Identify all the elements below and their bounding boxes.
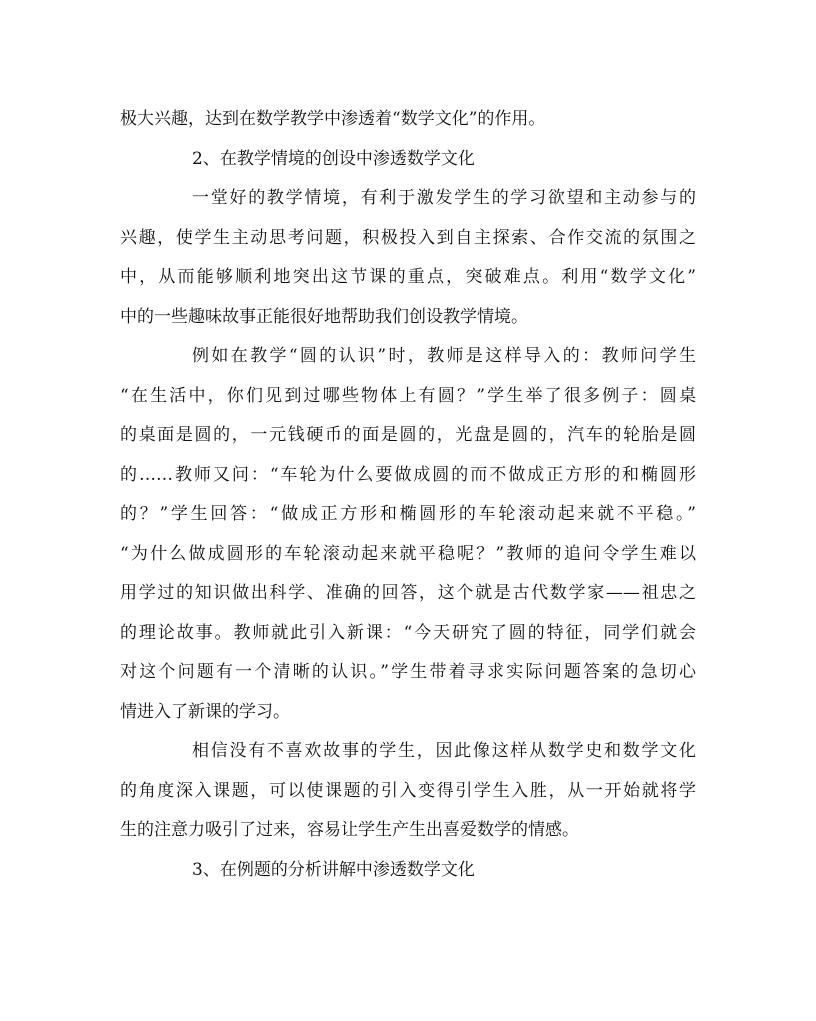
- text-line: 情进入了新课的学习。: [120, 701, 290, 722]
- section-heading: 3、在例题的分析讲解中渗透数学文化: [192, 859, 475, 880]
- text-line: 极大兴趣，达到在数学教学中渗透着“数学文化”的作用。: [120, 109, 546, 129]
- text-line: “在生活中，你们见到过哪些物体上有圆？”学生举了很多例子：圆桌: [120, 385, 696, 406]
- text-line: 的角度深入课题，可以使课题的引入变得引学生入胜，从一开始就将学: [120, 780, 696, 801]
- text-line: 一堂好的教学情境，有利于激发学生的学习欲望和主动参与的: [192, 188, 696, 208]
- text-line: 用学过的知识做出科学、准确的回答，这个就是古代数学家——祖忠之: [120, 583, 696, 603]
- text-line: 的理论故事。教师就此引入新课：“今天研究了圆的特征，同学们就会: [120, 622, 696, 643]
- section-heading: 2、在教学情境的创设中渗透数学文化: [192, 148, 475, 169]
- text-line: 例如在教学“圆的认识”时，教师是这样导入的：教师问学生: [192, 346, 696, 366]
- text-line: 的？”学生回答：“做成正方形和椭圆形的车轮滚动起来就不平稳。”: [120, 504, 696, 524]
- text-line: 的……教师又问：“车轮为什么要做成圆的而不做成正方形的和椭圆形: [120, 464, 696, 485]
- text-line: 的桌面是圆的，一元钱硬币的面是圆的，光盘是圆的，汽车的轮胎是圆: [120, 425, 696, 445]
- document-body: [120, 100, 696, 890]
- text-line: 相信没有不喜欢故事的学生，因此像这样从数学史和数学文化: [192, 741, 696, 761]
- text-line: 兴趣，使学生主动思考问题，积极投入到自主探索、合作交流的氛围之: [120, 227, 696, 248]
- text-line: 中的一些趣味故事正能很好地帮助我们创设教学情境。: [120, 306, 528, 327]
- text-line: 对这个问题有一个清晰的认识。”学生带着寻求实际问题答案的急切心: [120, 662, 696, 682]
- text-line: 中，从而能够顺利地突出这节课的重点，突破难点。利用“数学文化”: [120, 267, 696, 287]
- text-line: “为什么做成圆形的车轮滚动起来就平稳呢？”教师的追问令学生难以: [120, 543, 696, 564]
- text-line: 生的注意力吸引了过来，容易让学生产生出喜爱数学的情感。: [120, 820, 579, 840]
